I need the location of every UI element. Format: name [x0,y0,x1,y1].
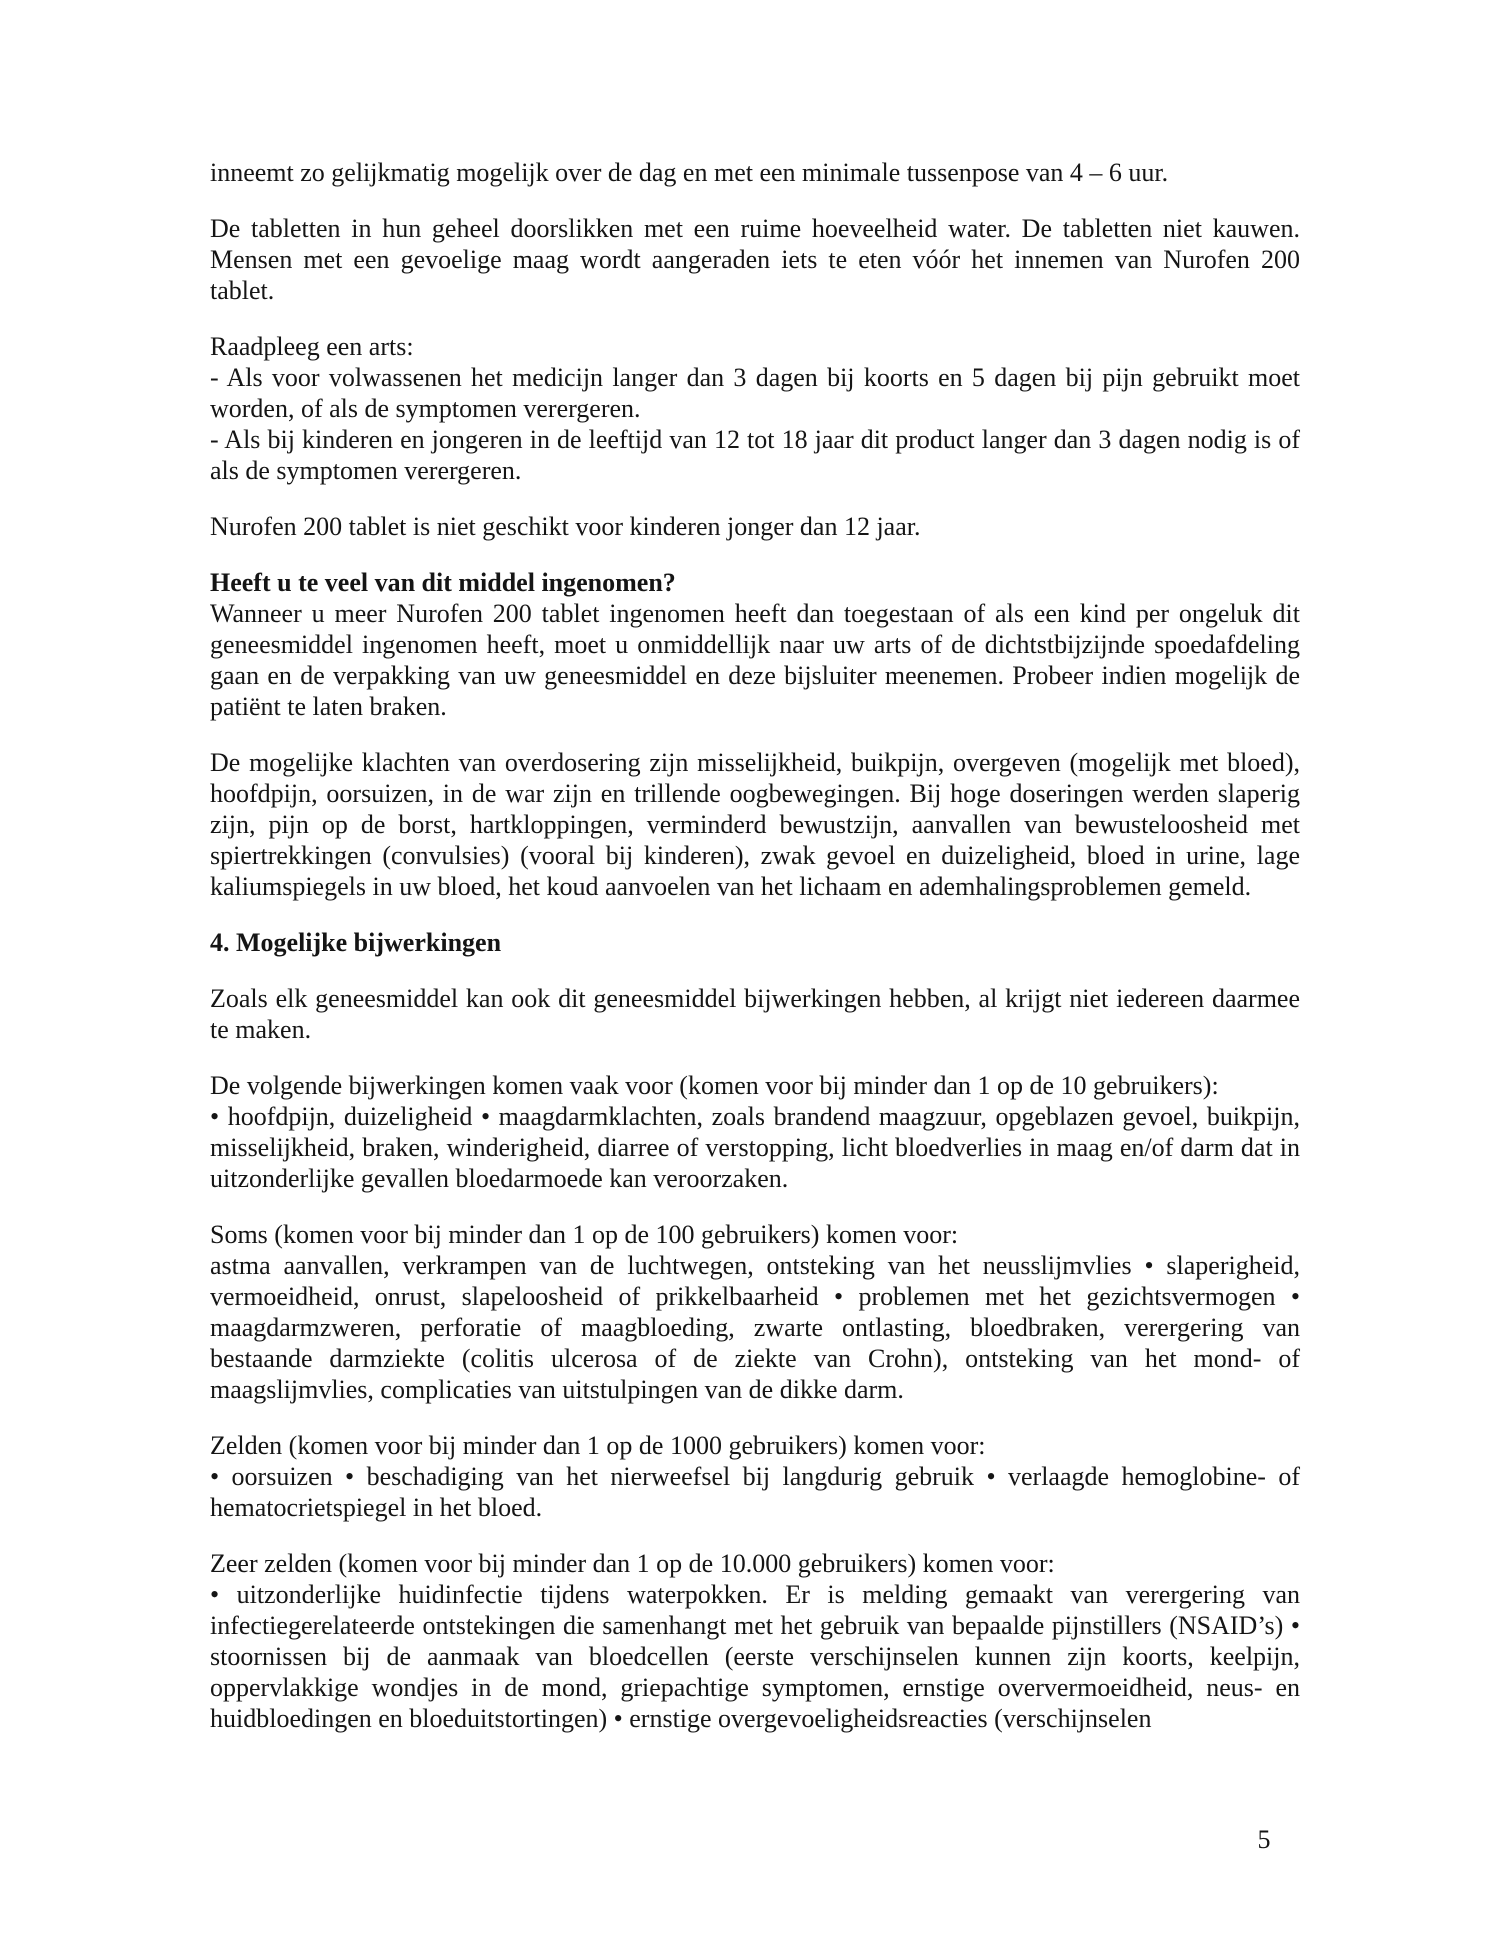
paragraph [210,983,1300,1045]
text-line: • oorsuizen • beschadiging van het nierweefsel bij langdurig gebruik • verlaagde hemoglobine- of hematocrietspiegel in het bloed. [210,1462,1300,1522]
text-line: • uitzonderlijke huidinfectie tijdens waterpokken. Er is melding gemaakt van verergering van infectiegerelateerde ontstekingen die samenhangt met het gebruik van bepaalde pijnstillers (NSAID’s) • stoornissen bij de aanmaak van bloedcellen (eerste verschijnselen kunnen zijn koorts, keelpijn, oppervlakkige wondjes in de mond, griepachtige symptomen, ernstige oververmoeidheid, neus- en huidbloedingen en bloeduitstortingen) • ernstige overgevoeligheidsreacties (verschijnselen [210,1580,1300,1733]
paragraph [210,747,1300,902]
text-line: inneemt zo gelijkmatig mogelijk over de dag en met een minimale tussenpose van 4 – 6 uur. [210,158,1169,187]
paragraph [210,1070,1300,1194]
paragraph [210,598,1300,722]
sub-heading [210,567,1300,598]
section-heading [210,927,1300,958]
text-line: Raadpleeg een arts: [210,332,414,361]
paragraph [210,1219,1300,1405]
text-line: • hoofdpijn, duizeligheid • maagdarmklachten, zoals brandend maagzuur, opgeblazen gevoel, buikpijn, misselijkheid, braken, winderigheid, diarree of verstopping, licht bloedverlies in maag en/of darm dat in uitzonderlijke gevallen bloedarmoede kan veroorzaken. [210,1102,1300,1193]
text-line: Zelden (komen voor bij minder dan 1 op de 1000 gebruikers) komen voor: [210,1431,986,1460]
text-line: De mogelijke klachten van overdosering zijn misselijkheid, buikpijn, overgeven (mogelijk met bloed), hoofdpijn, oorsuizen, in de war zijn en trillende oogbewegingen. Bij hoge doseringen werden slaperig zijn, pijn op de borst, hartkloppingen, verminderd bewustzijn, aanvallen van bewusteloosheid met spiertrekkingen (convulsies) (vooral bij kinderen), zwak gevoel en duizeligheid, bloed in urine, lage kaliumspiegels in uw bloed, het koud aanvoelen van het lichaam en ademhalingsproblemen gemeld. [210,748,1300,901]
text-line: De volgende bijwerkingen komen vaak voor (komen voor bij minder dan 1 op de 10 gebruikers): [210,1071,1219,1100]
paragraph [210,1430,1300,1523]
text-line: Zoals elk geneesmiddel kan ook dit geneesmiddel bijwerkingen hebben, al krijgt niet iedereen daarmee te maken. [210,984,1300,1044]
text-line: Heeft u te veel van dit middel ingenomen? [210,568,676,597]
text-line: 4. Mogelijke bijwerkingen [210,928,502,957]
paragraph [210,511,1300,542]
text-line: Wanneer u meer Nurofen 200 tablet ingenomen heeft dan toegestaan of als een kind per ongeluk dit geneesmiddel ingenomen heeft, moet u onmiddellijk naar uw arts of de dichtstbijzijnde spoedafdeling gaan en de verpakking van uw geneesmiddel en deze bijsluiter meenemen. Probeer indien mogelijk de patiënt te laten braken. [210,599,1300,721]
text-line: - Als bij kinderen en jongeren in de leeftijd van 12 tot 18 jaar dit product langer dan 3 dagen nodig is of als de symptomen verergeren. [210,425,1300,485]
paragraph [210,331,1300,486]
text-line: Nurofen 200 tablet is niet geschikt voor kinderen jonger dan 12 jaar. [210,512,921,541]
text-line: Zeer zelden (komen voor bij minder dan 1 op de 10.000 gebruikers) komen voor: [210,1549,1055,1578]
text-line: - Als voor volwassenen het medicijn langer dan 3 dagen bij koorts en 5 dagen bij pijn gebruikt moet worden, of als de symptomen verergeren. [210,363,1300,423]
page-number: 5 [1257,1825,1271,1854]
paragraph [210,157,1300,188]
text-line: Soms (komen voor bij minder dan 1 op de 100 gebruikers) komen voor: [210,1220,959,1249]
paragraph [210,213,1300,306]
text-line: astma aanvallen, verkrampen van de luchtwegen, ontsteking van het neusslijmvlies • slaperigheid, vermoeidheid, onrust, slapeloosheid of prikkelbaarheid • problemen met het gezichtsvermogen • maagdarmzweren, perforatie of maagbloeding, zwarte ontlasting, bloedbraken, verergering van bestaande darmziekte (colitis ulcerosa of de ziekte van Crohn), ontsteking van het mond- of maagslijmvlies, complicaties van uitstulpingen van de dikke darm. [210,1251,1300,1404]
text-line: De tabletten in hun geheel doorslikken met een ruime hoeveelheid water. De tabletten niet kauwen. Mensen met een gevoelige maag wordt aangeraden iets te eten vóór het innemen van Nurofen 200 tablet. [210,214,1300,305]
paragraph [210,1548,1300,1734]
document-body [210,157,1300,1759]
